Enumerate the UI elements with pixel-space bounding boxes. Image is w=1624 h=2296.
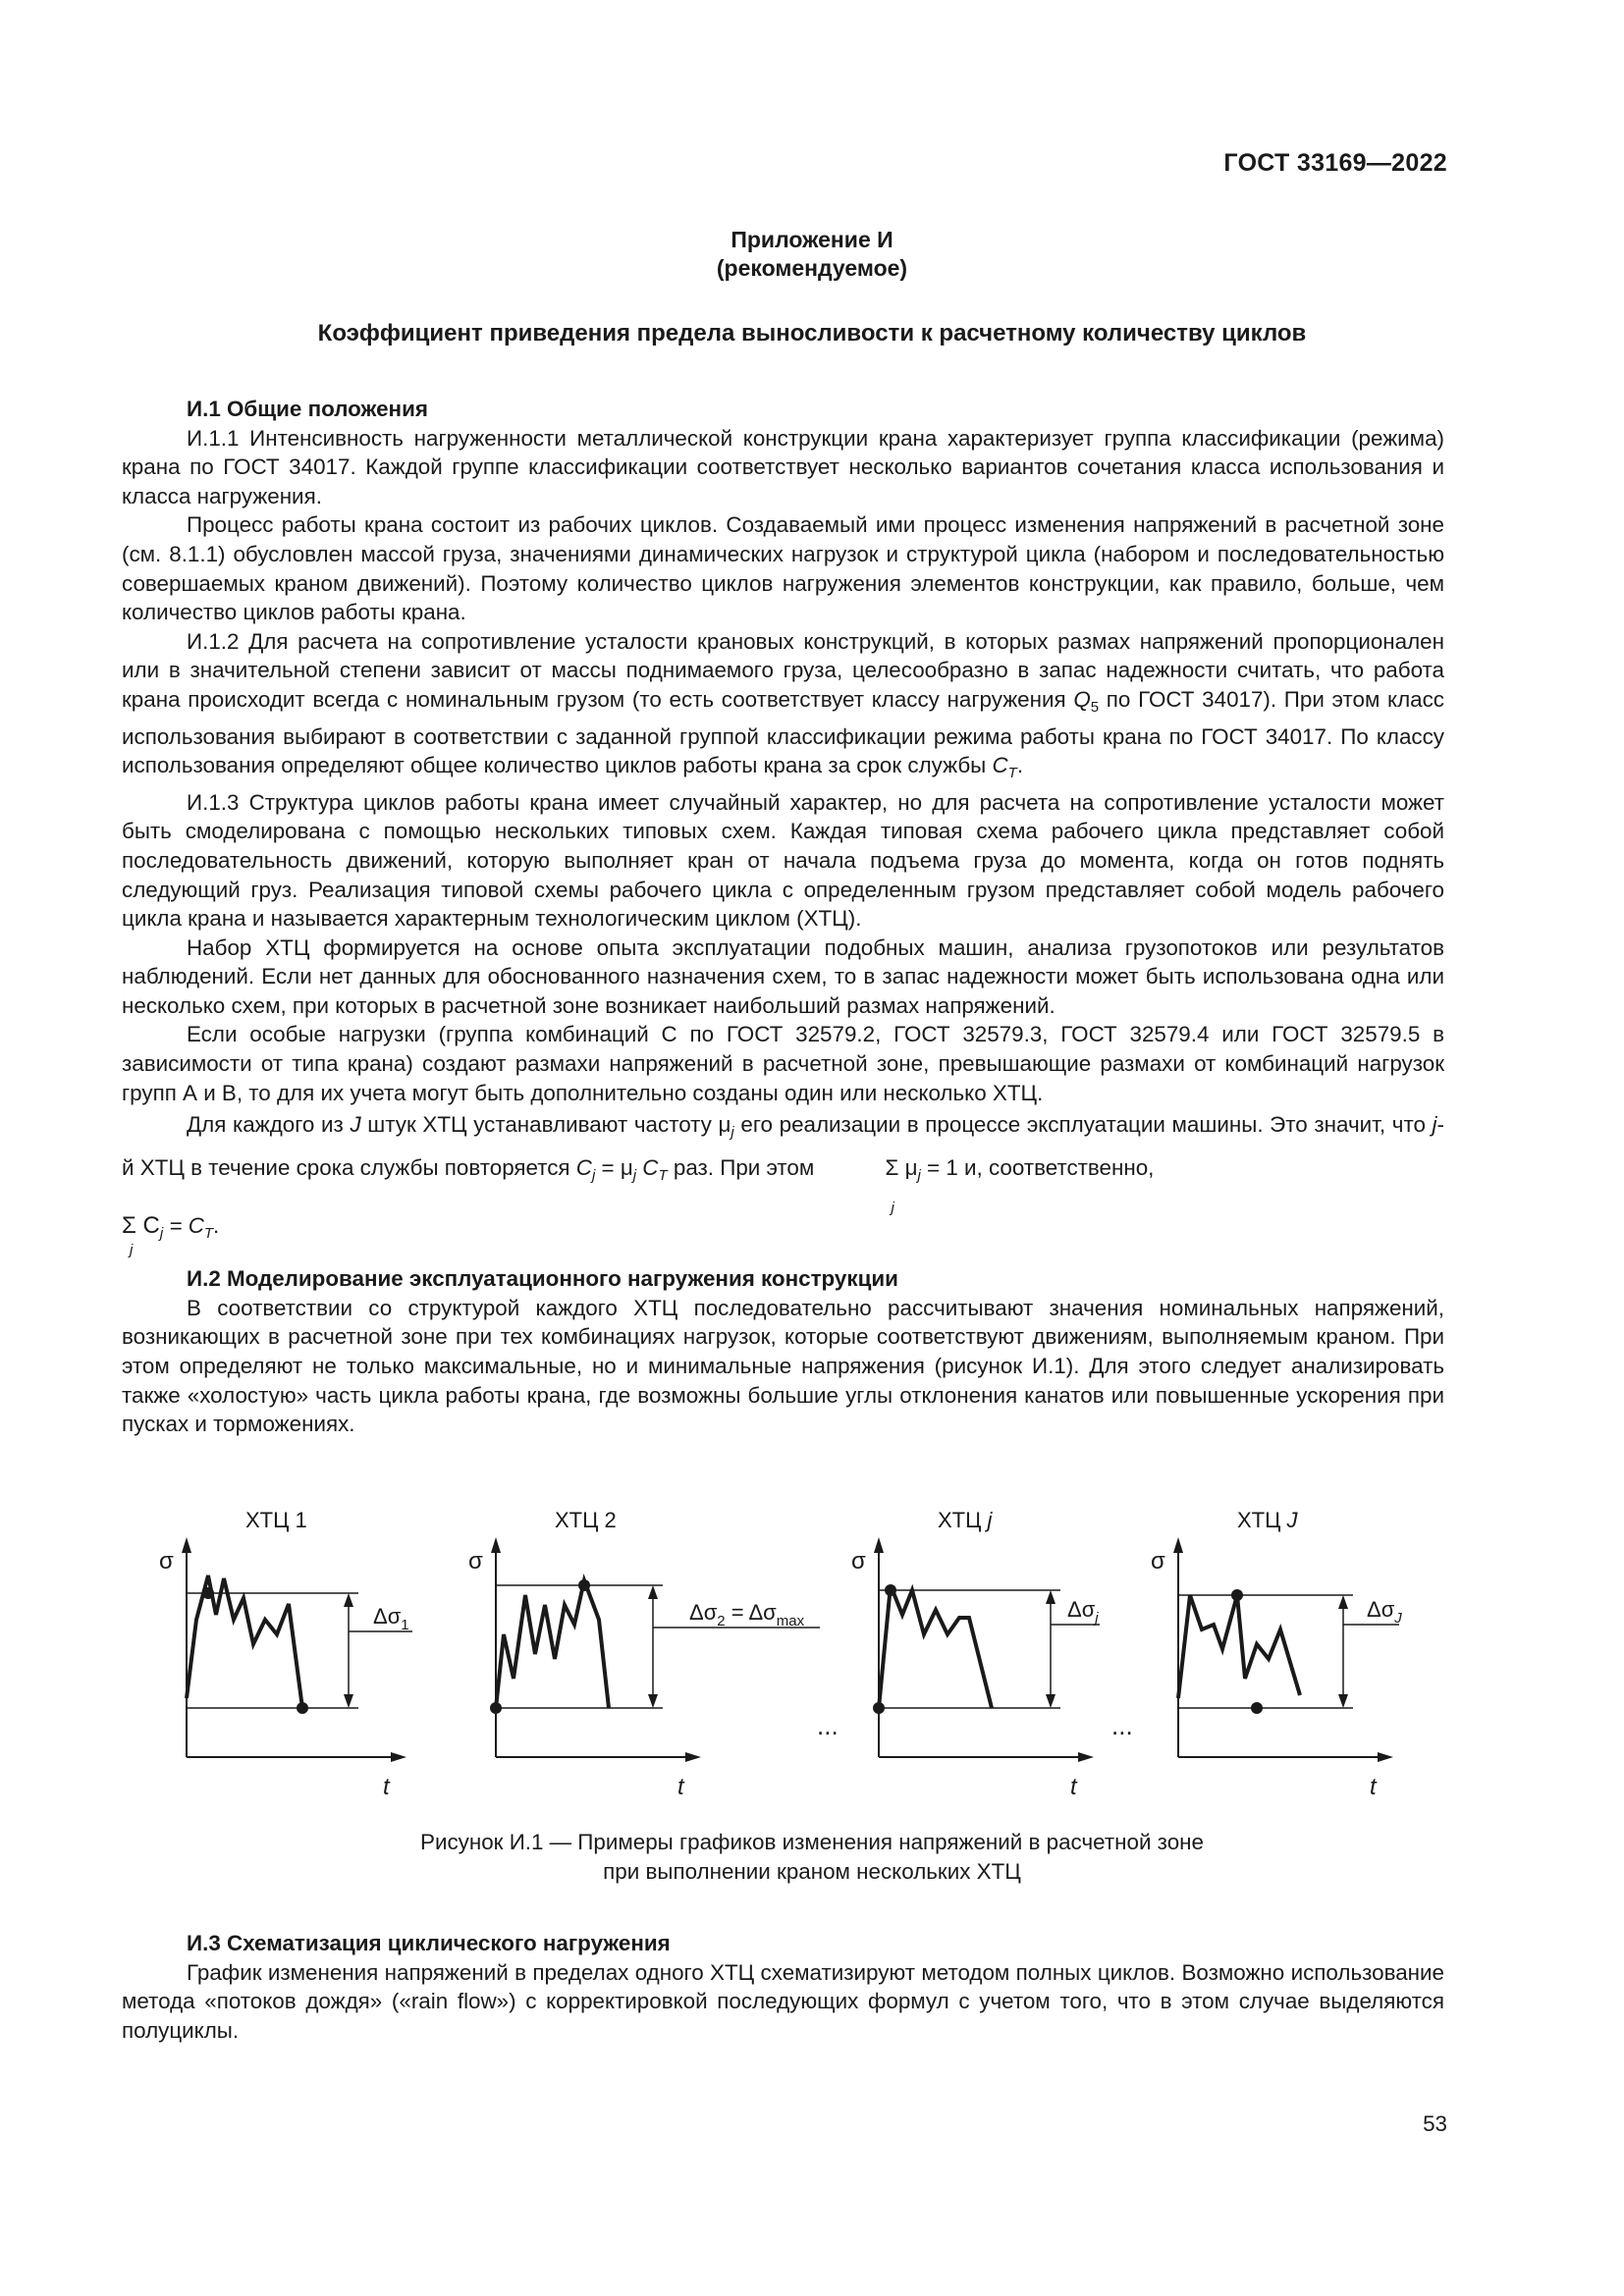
range-arrow-head [1338, 1595, 1348, 1609]
max-point [1231, 1589, 1243, 1601]
range-arrow-head [1338, 1694, 1348, 1708]
min-point [873, 1702, 885, 1714]
document-title: Коэффициент приведения предела выносливости к расчетному количеству циклов [317, 320, 1307, 347]
paragraph: Процесс работы крана состоит из рабочих циклов. Создаваемый ими процесс изменения напряжений в расчетной зоне (см. 8.1.1) обусловлен массой груза, значениями динамических нагрузок и структурой цикла (набором и последовательностью совершаемых краном движений). Поэтому количество циклов нагружения элементов конструкции, как правило, больше, чем количество циклов работы крана. [122, 512, 1444, 625]
formula-sum-mu: Σ $\mu_j = 1$ j [885, 1155, 958, 1217]
graph-title: ХТЦ 1 [245, 1508, 307, 1532]
x-axis-label: t [383, 1774, 390, 1796]
y-axis-arrow [491, 1537, 501, 1553]
delta-sigma-label: $\Delta\sigma_2 = \Delta\sigma_{max}$ [689, 1600, 805, 1629]
x-axis-label: t [1370, 1774, 1377, 1796]
max-point [202, 1587, 214, 1599]
x-axis-label: t [677, 1774, 684, 1796]
ellipsis: ... [817, 1711, 839, 1740]
graph-title: ХТЦ J [1237, 1508, 1298, 1532]
figure-caption [0, 1828, 1624, 1886]
x-axis-label: t [1070, 1774, 1077, 1796]
caption-line-2: при выполнении краном нескольких ХТЦ [603, 1858, 1021, 1884]
range-arrow-head [1046, 1590, 1056, 1604]
delta-sigma-label: $\Delta\sigma_j$ [1067, 1597, 1099, 1627]
range-arrow-head [1046, 1694, 1056, 1708]
paragraph: Для каждого из J штук ХТЦ устанавливают частоту $\mu_j$ его реализации в процессе эксплуатации машины. Это значит, что j-й ХТЦ в течение срока службы повторяется $C_j = \mu_j$ $C_T$ раз. При этом Σ $\mu_j = 1$ j и, соответственно, [122, 1112, 1444, 1217]
graph-title: ХТЦ j [938, 1508, 993, 1532]
range-arrow-head [648, 1694, 658, 1708]
x-axis-arrow [1078, 1752, 1094, 1762]
y-axis-label: σ [159, 1548, 174, 1575]
formula-cj: $C_j = \mu_j$ $C_T$ [575, 1155, 668, 1185]
paragraph: График изменения напряжений в пределах одного ХТЦ схематизируют методом полных циклов. Возможно использование метода «потоков дождя» («rain flow») с корректировкой последующих формул с учетом того, что в этом случае выделяются полуциклы. [122, 1959, 1444, 2043]
paragraph: И.1.1 Интенсивность нагруженности металлической конструкции крана характеризует группа классификации (режима) крана по ГОСТ 34017. Каждой группе классификации соответствует несколько вариантов сочетания класса использования и класса нагружения. [122, 425, 1444, 508]
section-3 [122, 1929, 1444, 2045]
ellipsis: ... [1111, 1711, 1133, 1740]
min-point [297, 1702, 308, 1714]
min-point [1251, 1702, 1263, 1714]
section-1 [122, 395, 1444, 1439]
y-axis-label: σ [468, 1548, 483, 1575]
page-number: 53 [1423, 2111, 1447, 2136]
paragraph: В соответствии со структурой каждого ХТЦ последовательно рассчитывают значения номинальных напряжений, возникающих в расчетной зоне при тех комбинациях нагрузок, которые соответствуют движениям, выполняемым краном. При этом определяют не только максимальные, но и минимальные напряжения (рисунок И.1). Для этого следует анализировать также «холостую» часть цикла работы крана, где возможны большие углы отклонения канатов или повышенные ускорения при пусках и торможениях. [122, 1295, 1444, 1437]
standard-number: ГОСТ 33169—2022 [1223, 149, 1447, 177]
section-3-heading: И.3 Схематизация циклического нагружения [187, 1931, 671, 1955]
caption-line-1: Рисунок И.1 — Примеры графиков изменения напряжений в расчетной зоне [420, 1830, 1204, 1854]
range-arrow-head [648, 1585, 658, 1599]
y-axis-label: σ [851, 1548, 866, 1575]
x-axis-arrow [1378, 1752, 1393, 1762]
figure-svg [0, 1502, 1624, 1796]
min-point [490, 1702, 502, 1714]
range-arrow-head [344, 1694, 353, 1708]
graph-title: ХТЦ 2 [555, 1508, 617, 1532]
y-axis-arrow [182, 1537, 191, 1553]
y-axis-label: σ [1151, 1548, 1165, 1575]
formula-sum-c: Σ $C_j = C_T$. j [122, 1212, 220, 1259]
y-axis-arrow [1173, 1537, 1183, 1553]
stress-curve [496, 1580, 609, 1708]
annex-status: (рекомендуемое) [716, 255, 908, 281]
paragraph: И.1.2 Для расчета на сопротивление усталости крановых конструкций, в которых размах напряжений пропорционален или в значительной степени зависит от массы поднимаемого груза, целесообразно в запас надежности считать, что работа крана происходит всегда с номинальным грузом (то есть соответствует классу нагружения $Q_5$ по ГОСТ 34017). При этом класс использования выбирают в соответствии с заданной группой классификации режима работы крана по ГОСТ 34017. По классу использования определяют общее количество циклов работы крана за срок службы $C_T$. [122, 628, 1444, 782]
paragraph: Если особые нагрузки (группа комбинаций С по ГОСТ 32579.2, ГОСТ 32579.3, ГОСТ 32579.4 или ГОСТ 32579.5 в зависимости от типа крана) создают размахи напряжений в расчетной зоне, превышающие размахи от комбинаций нагрузок групп А и В, то для их учета могут быть дополнительно созданы один или несколько ХТЦ. [122, 1022, 1444, 1105]
annex-heading [0, 226, 1624, 283]
stress-curve [1178, 1595, 1300, 1698]
range-arrow-head [344, 1593, 353, 1607]
delta-sigma-label: $\Delta\sigma_1$ [373, 1604, 409, 1633]
max-point [578, 1579, 590, 1591]
section-2-heading: И.2 Моделирование эксплуатационного нагружения конструкции [187, 1266, 898, 1292]
paragraph: И.1.3 Структура циклов работы крана имеет случайный характер, но для расчета на сопротивление усталости может быть смоделирована с помощью нескольких типовых схем. Каждая типовая схема рабочего цикла представляет собой последовательность движений, которую выполняет кран от начала подъема груза до момента, когда он готов поднять следующий груз. Реализация типовой схемы рабочего цикла с определенным грузом представляет собой модель рабочего цикла крана и называется характерным технологическим циклом (ХТЦ). [122, 789, 1444, 932]
y-axis-arrow [874, 1537, 884, 1553]
stress-curve [879, 1585, 992, 1708]
section-1-heading: И.1 Общие положения [187, 397, 428, 421]
x-axis-arrow [685, 1752, 701, 1762]
figure-stress-graphs [0, 1502, 1624, 1796]
paragraph: Набор ХТЦ формируется на основе опыта эксплуатации подобных машин, анализа грузопотоков или результатов наблюдений. Если нет данных для обоснованного назначения схем, то в запас надежности может быть использована одна или несколько схем, при которых в расчетной зоне возникает наибольший размах напряжений. [122, 934, 1444, 1018]
annex-title: Приложение И [731, 227, 893, 252]
max-point [885, 1584, 896, 1596]
x-axis-arrow [391, 1752, 406, 1762]
delta-sigma-label: $\Delta\sigma_J$ [1367, 1597, 1402, 1627]
